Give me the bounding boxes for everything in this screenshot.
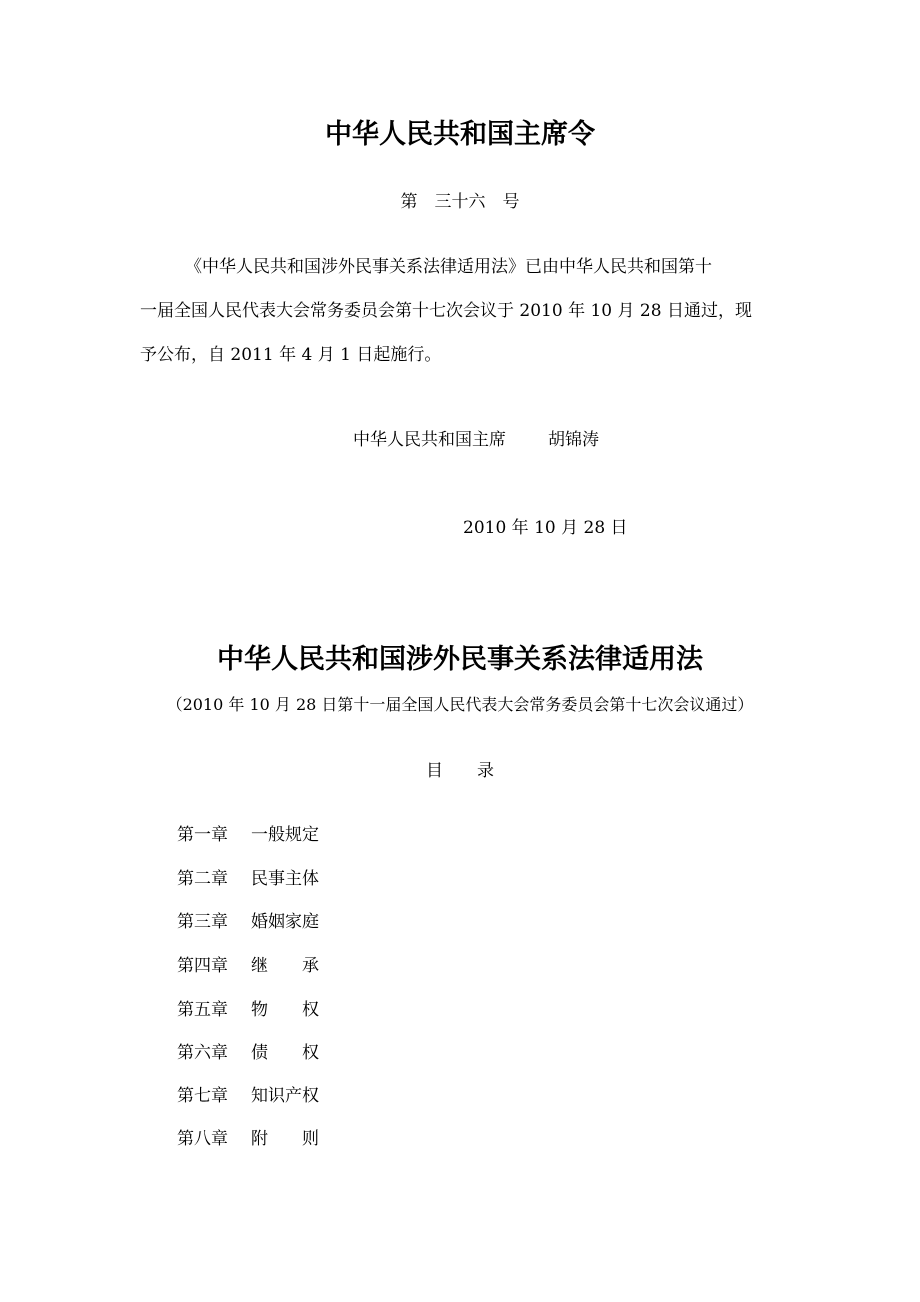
toc-chapter-number: 第八章 — [177, 1129, 228, 1149]
toc-chapter-number: 第三章 — [177, 912, 228, 932]
toc-chapter-name: 债 权 — [251, 1043, 319, 1063]
law-subtitle: （2010 年 10 月 28 日第十一届全国人民代表大会常务委员会第十七次会议通过） — [166, 695, 754, 714]
toc-chapter-number: 第六章 — [177, 1043, 228, 1063]
paragraph-line: 一届全国人民代表大会常务委员会第十七次会议于 2010 年 10 月 28 日通过，现 — [140, 301, 752, 321]
toc-chapter-name: 知识产权 — [251, 1086, 319, 1106]
paragraph-line: 予公布，自 2011 年 4 月 1 日起施行。 — [140, 345, 442, 365]
toc-heading: 目 录 — [426, 761, 494, 781]
order-number: 第 三十六 号 — [400, 192, 520, 212]
order-title: 中华人民共和国主席令 — [325, 119, 595, 150]
paragraph-line: 《中华人民共和国涉外民事关系法律适用法》已由中华人民共和国第十 — [185, 257, 712, 277]
toc-chapter-name: 物 权 — [251, 1000, 319, 1020]
law-title: 中华人民共和国涉外民事关系法律适用法 — [217, 644, 703, 675]
toc-chapter-name: 一般规定 — [251, 825, 319, 845]
toc-chapter-name: 婚姻家庭 — [251, 912, 319, 932]
signer-title: 中华人民共和国主席 — [353, 430, 506, 450]
toc-chapter-name: 附 则 — [251, 1129, 319, 1149]
toc-chapter-number: 第一章 — [177, 825, 228, 845]
toc-chapter-number: 第五章 — [177, 1000, 228, 1020]
toc-chapter-name: 继 承 — [251, 956, 319, 976]
signer-name: 胡锦涛 — [548, 430, 599, 450]
toc-chapter-number: 第四章 — [177, 956, 228, 976]
toc-chapter-number: 第二章 — [177, 869, 228, 889]
order-date: 2010 年 10 月 28 日 — [463, 518, 628, 538]
toc-chapter-name: 民事主体 — [251, 869, 319, 889]
toc-chapter-number: 第七章 — [177, 1086, 228, 1106]
